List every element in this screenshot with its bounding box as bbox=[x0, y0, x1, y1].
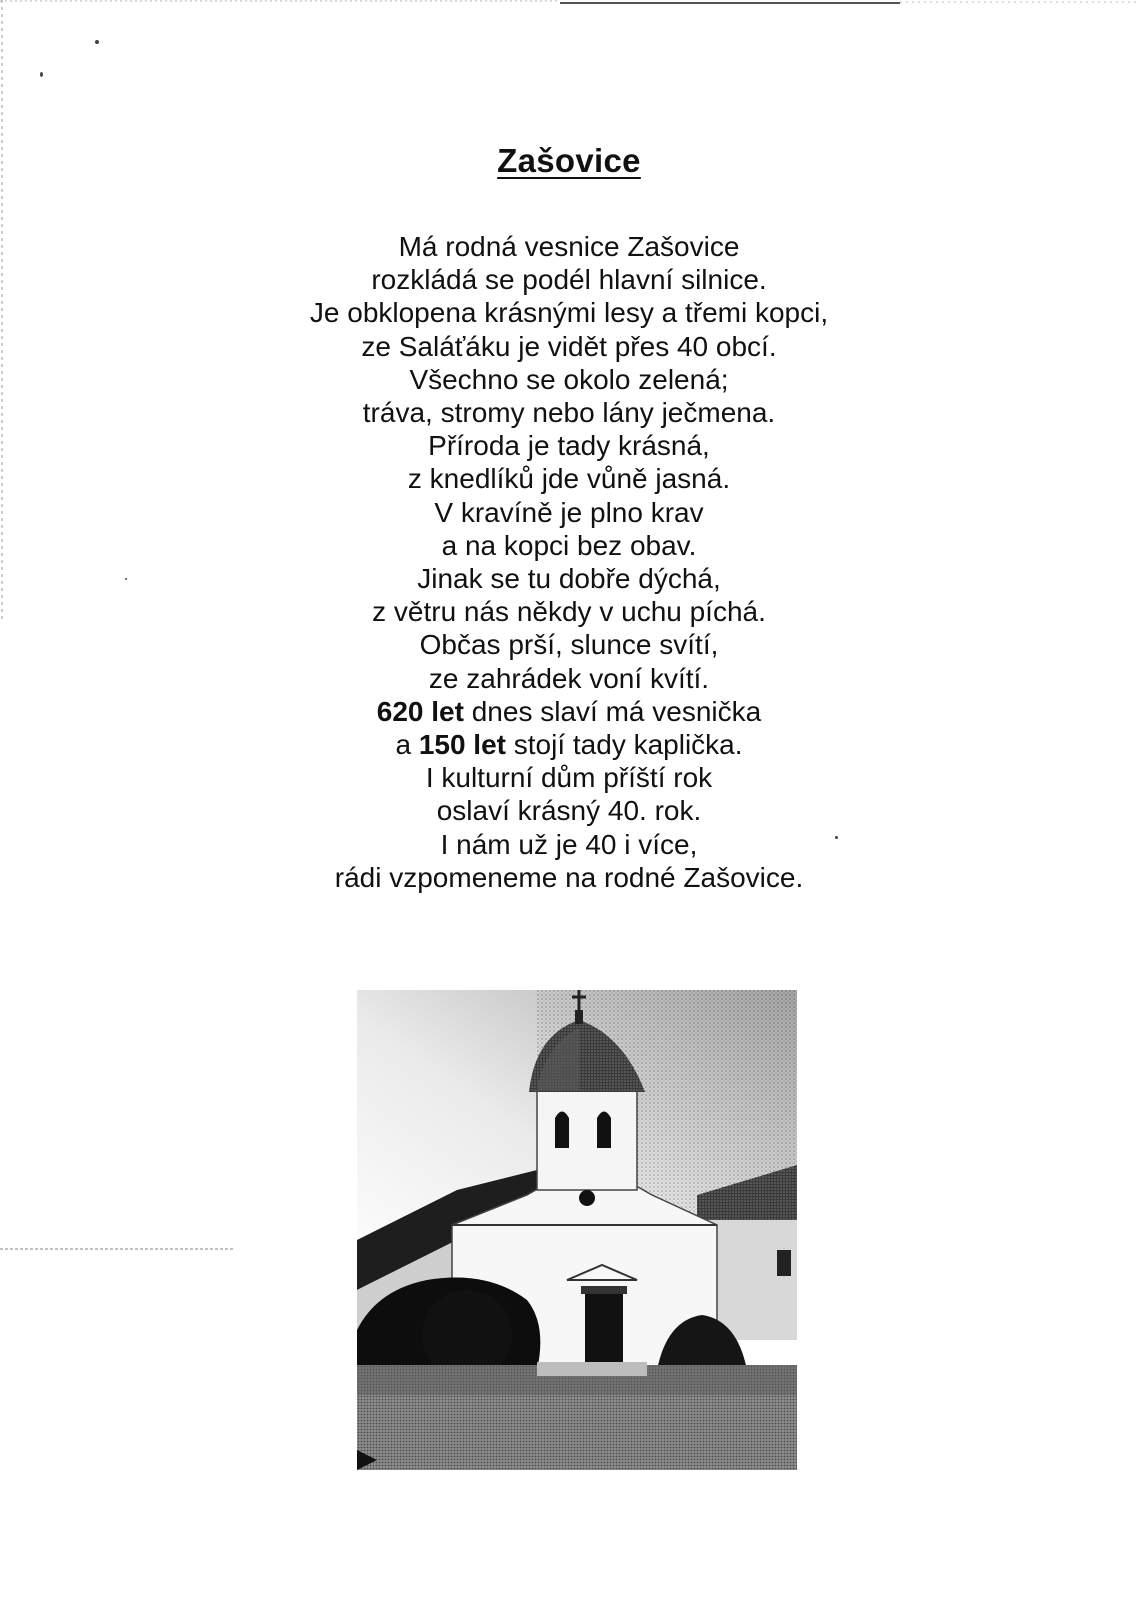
scan-speck bbox=[95, 40, 99, 44]
page-title: Zašovice bbox=[497, 142, 641, 179]
poem-line: a na kopci bez obav. bbox=[441, 529, 697, 561]
poem-line: rozkládá se podél hlavní silnice. bbox=[371, 264, 767, 296]
poem-line: z větru nás někdy v uchu píchá. bbox=[372, 596, 766, 628]
poem-line: ze zahrádek voní kvítí. bbox=[428, 662, 710, 694]
poem-line-emphasis: 620 let bbox=[376, 695, 464, 727]
poem-line bbox=[0, 695, 1138, 728]
poem-line-rest: stojí tady kaplička. bbox=[505, 729, 743, 761]
poem-body bbox=[0, 230, 1138, 894]
poem-line: oslaví krásný 40. rok. bbox=[436, 795, 702, 827]
poem-line: ze Saláťáku je vidět přes 40 obcí. bbox=[361, 330, 777, 362]
poem-line: Má rodná vesnice Zašovice bbox=[398, 231, 740, 262]
poem-line: rádi vzpomeneme na rodné Zašovice. bbox=[334, 861, 804, 893]
poem-line: Jinak se tu dobře dýchá, bbox=[417, 563, 721, 595]
poem-line-prefix: a bbox=[395, 729, 419, 761]
poem-line: Všechno se okolo zelená; bbox=[409, 363, 729, 395]
poem-line: z knedlíků jde vůně jasná. bbox=[407, 463, 731, 495]
chapel-photo bbox=[357, 990, 797, 1470]
poem-line: I nám už je 40 i více, bbox=[440, 828, 698, 860]
poem-line bbox=[0, 728, 1138, 761]
poem-line: I kulturní dům příští rok bbox=[425, 762, 713, 794]
poem-line: V kravíně je plno krav bbox=[434, 496, 704, 528]
poem-line: Příroda je tady krásná, bbox=[428, 430, 710, 462]
scan-artifact-line bbox=[0, 1248, 235, 1250]
poem-line-rest: dnes slaví má vesnička bbox=[463, 695, 762, 727]
poem-line-emphasis: 150 let bbox=[418, 729, 506, 761]
scan-edge-top bbox=[0, 0, 1138, 8]
poem-line: tráva, stromy nebo lány ječmena. bbox=[362, 397, 776, 429]
poem-line: Občas prší, slunce svítí, bbox=[419, 629, 719, 661]
scan-speck bbox=[40, 72, 43, 77]
poem-line: Je obklopena krásnými lesy a třemi kopci, bbox=[309, 297, 829, 329]
